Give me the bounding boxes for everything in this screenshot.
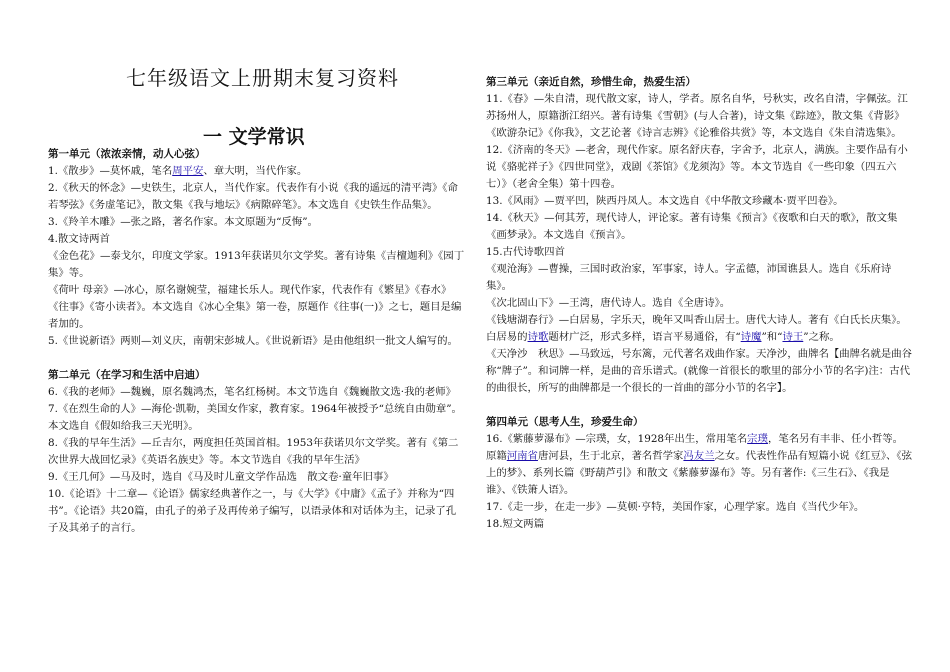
link-shige[interactable]: 诗歌 bbox=[527, 331, 549, 343]
entry-4b: 《荷叶 母亲》—冰心，原名谢婉莹，福建长乐人。现代作家，代表作有《繁星》《春水》《往事》《寄小读者》。本文选自《冰心全集》第一卷，原题作《往事(一)》之七，题目是编者加的。 bbox=[48, 284, 462, 330]
document-title: 七年级语文上册期末复习资料 bbox=[126, 66, 399, 90]
entry-5: 5.《世说新语》两则—刘义庆，南朝宋彭城人。《世说新语》是由他组织一批文人编写的。 bbox=[48, 335, 458, 347]
link-zhou-pingan[interactable]: 周平安 bbox=[172, 165, 204, 177]
entry-15c: 《钱塘湖春行》—白居易，字乐天，晚年又叫香山居士。唐代大诗人。著有《白氏长庆集》。白居易的诗歌题材广泛，形式多样，语言平易通俗，有“诗魔”和“诗王”之称。 bbox=[486, 314, 907, 343]
link-shiwang[interactable]: 诗王 bbox=[782, 331, 804, 343]
entry-16: 16.《紫藤萝瀑布》—宗璞，女，1928年出生，常用笔名宗璞，笔名另有丰非、任小哲等。原籍河南省唐河县，生于北京，著名哲学家冯友兰之女。代表性作品有短篇小说《红豆》、《弦上的梦》、系列长篇《野葫芦引》和散文《紫藤萝瀑布》等。另有著作:《三生石》、《我是谁》、《铁箫人语》。 bbox=[486, 433, 913, 496]
entry-4a: 《金色花》—泰戈尔，印度文学家。1913年获诺贝尔文学奖。著有诗集《吉檀迦利》《园丁集》等。 bbox=[48, 250, 465, 279]
entry-3: 3.《羚羊木雕》—张之路，著名作家。本文原题为“反悔”。 bbox=[48, 216, 318, 228]
entry-4: 4.散文诗两首 bbox=[48, 233, 110, 245]
entry-12: 12.《济南的冬天》—老舍，现代作家。原名舒庆春，字舍予，北京人，满族。主要作品有小说《骆驼祥子》《四世同堂》，戏剧《茶馆》《龙须沟》等。本文节选自《一些印象（四五六七）》（老舍全集）第十四卷。 bbox=[486, 144, 908, 190]
unit-1-heading: 第一单元（浓浓亲情，动人心弦） bbox=[48, 148, 206, 160]
entry-10: 10.《论语》十二章—《论语》儒家经典著作之一，与《大学》《中庸》《孟子》并称为“四书”。《论语》共20篇，由孔子的弟子及再传弟子编写，以语录体和对话体为主，记录了孔子及其弟子的言行。 bbox=[48, 488, 457, 534]
entry-13: 13.《风雨》—贾平凹，陕西丹凤人。本文选自《中华散文珍藏本·贾平凹卷》。 bbox=[486, 195, 844, 207]
entry-6: 6.《我的老师》—魏巍，原名魏鸿杰，笔名红杨树。本文节选自《魏巍散文选·我的老师》 bbox=[48, 386, 457, 398]
entry-15a: 《观沧海》—曹操，三国时政治家，军事家，诗人。字孟德，沛国谯县人。选自《乐府诗集》。 bbox=[486, 263, 892, 292]
entry-11: 11.《春》—朱自清，现代散文家，诗人，学者。原名自华，号秋实，改名自清，字佩弦。江苏扬州人，原籍浙江绍兴。著有诗集《雪朝》(与人合著)，诗文集《踪迹》，散文集《背影》《欧游杂记》《你我》，文艺论著《诗言志辨》《论雅俗共赏》等，本文选自《朱自清选集》。 bbox=[486, 93, 908, 139]
entry-1: 1.《散步》—莫怀戚，笔名周平安、章大明，当代作家。 bbox=[48, 165, 308, 177]
entry-18: 18.短文两篇 bbox=[486, 518, 545, 530]
unit-2-heading: 第二单元（在学习和生活中启迪） bbox=[48, 369, 206, 381]
entry-2: 2.《秋天的怀念》—史铁生，北京人，当代作家。代表作有小说《我的遥远的清平湾》《命若琴弦》《务虚笔记》，散文集《我与地坛》《病隙碎笔》。本文选自《史铁生作品集》。 bbox=[48, 182, 458, 211]
entry-14: 14.《秋天》—何其芳，现代诗人，评论家。著有诗集《预言》《夜歌和白天的歌》，散文集《画梦录》。本文选自《预言》。 bbox=[486, 212, 898, 241]
entry-15d: 《天净沙 秋思》—马致远，号东篱，元代著名戏曲作家。天净沙，曲牌名【曲牌名就是曲谷称“牌子”。和词牌一样，是曲的音乐谱式。(就像一首很长的歌里的部分小节的名字)注：古代的曲很长，所写的曲牌都是一个很长的一首曲的部分小节的名字】。 bbox=[486, 348, 913, 394]
right-column bbox=[486, 74, 912, 533]
link-shimo[interactable]: 诗魔 bbox=[740, 331, 762, 343]
entry-9: 9.《王几何》—马及时，选自《马及时儿童文学作品选 散文卷·童年旧事》 bbox=[48, 471, 394, 483]
section-title: 一 文学常识 bbox=[203, 126, 305, 148]
left-column bbox=[48, 146, 466, 537]
entry-15b: 《次北固山下》—王湾，唐代诗人。选自《全唐诗》。 bbox=[486, 297, 731, 309]
entry-7: 7.《在烈生命的人》—海伦·凯勒，美国女作家，教育家。1964年被授予“总统自由勋章”。本文选自《假如给我三天光明》。 bbox=[48, 403, 462, 432]
link-zongpu[interactable]: 宗璞 bbox=[747, 433, 768, 445]
entry-17: 17.《走一步，在走一步》—莫顿·亨特，美国作家，心理学家。选自《当代少年》。 bbox=[486, 501, 865, 513]
link-henan[interactable]: 河南省 bbox=[506, 450, 538, 462]
unit-3-heading: 第三单元（亲近自然，珍惜生命，热爱生活） bbox=[486, 76, 696, 88]
unit-4-heading: 第四单元（思考人生，珍爱生命） bbox=[486, 416, 644, 428]
link-feng-youlan[interactable]: 冯友兰 bbox=[683, 450, 715, 462]
entry-15: 15.古代诗歌四首 bbox=[486, 246, 565, 258]
entry-8: 8.《我的早年生活》—丘吉尔，两度担任英国首相。1953年获诺贝尔文学奖。著有《第二次世界大战回忆录》《英语名族史》等。本文节选自《我的早年生活》 bbox=[48, 437, 459, 466]
